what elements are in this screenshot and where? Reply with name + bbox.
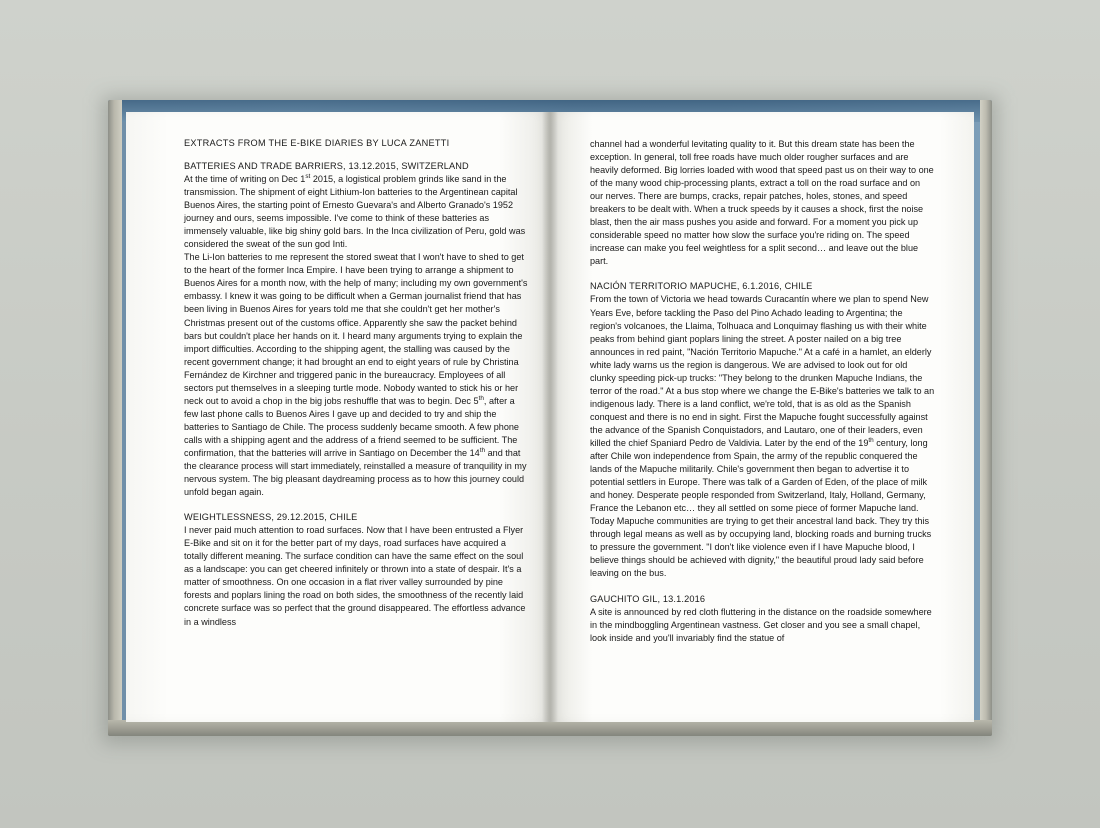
paragraph-gauchito-gil-1: A site is announced by red cloth fluttering in the distance on the roadside somewhere in the mindboggling Argentinean vastness. Get closer and you see a small chapel, look inside and you'll invariably find the statue of — [590, 606, 932, 643]
page-block-edge-right — [980, 100, 992, 736]
page-block-edge-left — [108, 100, 122, 736]
paragraph-batteries-2: The Li-Ion batteries to me represent the stored sweat that I won't have to shed to get to the heart of the former Inca Empire. I have been trying to arrange a shipment to Buenos Aires for a month now, with the help of many; including my own government's embassy. I knew it was going to be difficult when a German journalist friend that has been living in Buenos Aires for years told me that she couldn't get her mother's Christmas present out of the customs office. Apparently she saw the packet behind bars but couldn't place her hands on it. I heard many arguments trying to explain the import difficulties. According to the shipping agent, the stalling was caused by the recent government change; it had brought an end to eight years of rule by Christina Fernández de Kirchner and triggered panic in the bureaucracy. Employees of all sectors put themselves in a sleeping turtle mode. Nobody wanted to stick his or her neck out to avoid a chop in the big jobs reshuffle that was to begin. Dec 5th, after a few last phone calls to Buenos Aires I gave up and decided to try and ship the batteries to Santiago de Chile. The process suddenly became smooth. A few phone calls with a shipping agent and the address of a friend seemed to be sufficient. The confirmation, that the batteries will arrive in Santiago on December the 14th and that the clearance process will start immediately, reinstalled a measure of tranquility in my nervous system. The big pleasant daydreaming process as to how this journey could unfold began again. — [184, 252, 528, 498]
section-heading-weightlessness: WEIGHTLESSNESS, 29.12.2015, CHILE — [184, 512, 358, 523]
book-cover — [108, 100, 992, 736]
paragraph-weightlessness-continued: channel had a wonderful levitating quality to it. But this dream state has been the exception. In general, toll free roads have much older rougher surfaces and are heavily deformed. Big lorries loaded with wood that speed past us on their way to one of the many wood chip-processing plants, extract a toll on the road surface and on our nerves. There are bumps, cracks, repair patches, holes, stones, and speed breakers to be dealt with. When a truck speeds by it causes a shock, first the noise blast, then the air mass pushes you aside and forward. For a moment you pick up considerable speed no matter how slow the surface you're riding on. The speed increase can make you feel weightless for a split second… and leave out the blue part. — [590, 139, 934, 267]
document-title: EXTRACTS FROM THE E-BIKE DIARIES BY LUCA ZANETTI — [184, 138, 450, 148]
page-block-edge-bottom — [108, 720, 992, 736]
paragraph-mapuche-1: From the town of Victoria we head towards Curacantín where we plan to spend New Years Eve, before tackling the Paso del Pino Achado leading to Argentina; the region's volcanoes, the Llaima, Tolhuaca and Lonquimay flashing us with their white peaks from behind giant poplars lining the street. A poster nailed on a big tree announces in red paint, "Nación Territorio Mapuche." At a café in a hamlet, an elderly white lady warns us the region is dangerous. We are advised to look out for old clunky speeding pick-up trucks: "They belong to the drunken Mapuche Indians, the terror of the road." At a bus stop where we change the E-Bike's batteries we talk to an indigenous lady. There is a land conflict, we're told, that is as old as the Spanish conquest and there is no end in sight. First the Mapuche fought successfully against the advance of the Spanish Conquistadors, and Lautaro, one of their leaders, even killed the chief Spaniard Pedro de Valdivia. Later by the end of the 19th century, long after Chile won independence from Spain, the army of the republic conquered the lands of the Mapuche militarily. Chile's government then began to advertise it to potential settlers in Europe. There was talk of a Garden of Eden, of the place of milk and honey. Desperate people responded from Switzerland, Italy, Holland, Germany, France the Lebanon etc… they all settled on some piece of former Mapuche land. Today Mapuche communities are trying to get their ancestral land back. They try this through legal means as well as by occupying land, blocking roads and burning trucks to pressure the government. "I don't like violence even if I have Mapuche blood, I believe things should be achieved with dignity," the beautiful proud lady said before leaving on the bus. — [590, 294, 935, 579]
section-heading-gauchito-gil: GAUCHITO GIL, 13.1.2016 — [590, 593, 706, 604]
paragraph-batteries-1: At the time of writing on Dec 1st 2015, a logistical problem grinds like sand in the transmission. The shipment of eight Lithium-Ion batteries to the Argentinean capital Buenos Aires, the starting point of Ernesto Guevara's and Alberto Granado's 1952 journey and ours, seems impossible. I've come to think of these batteries as immensely valuable, like big shiny gold bars. In the Inca civilization of Peru, gold was considered the sweat of the sun god Inti. — [184, 172, 526, 250]
section-heading-batteries: BATTERIES AND TRADE BARRIERS, 13.12.2015, SWITZERLAND — [184, 161, 469, 171]
paragraph-weightlessness-1: I never paid much attention to road surfaces. Now that I have been entrusted a Flyer E-Bike and sit on it for the better part of my days, road surfaces have acquired a totally different meaning. The surface condition can have the same effect on the soul as a landscape: you can get cheered infinitely or thrown into a state of despair. It's a matter of smoothness. On one occasion in a flat river valley surrounded by pine forests and poplars lining the road on both sides, the smoothness of the recently laid concrete surface was so perfect that the ground disappeared. The effortless advance in a windless — [184, 525, 526, 627]
page-spread — [126, 112, 974, 722]
open-book — [108, 100, 992, 736]
right-page-text-column — [590, 138, 935, 645]
left-page-text-column — [184, 138, 529, 629]
section-heading-nacion-territorio-mapuche: NACIÓN TERRITORIO MAPUCHE, 6.1.2016, CHILE — [590, 281, 813, 292]
